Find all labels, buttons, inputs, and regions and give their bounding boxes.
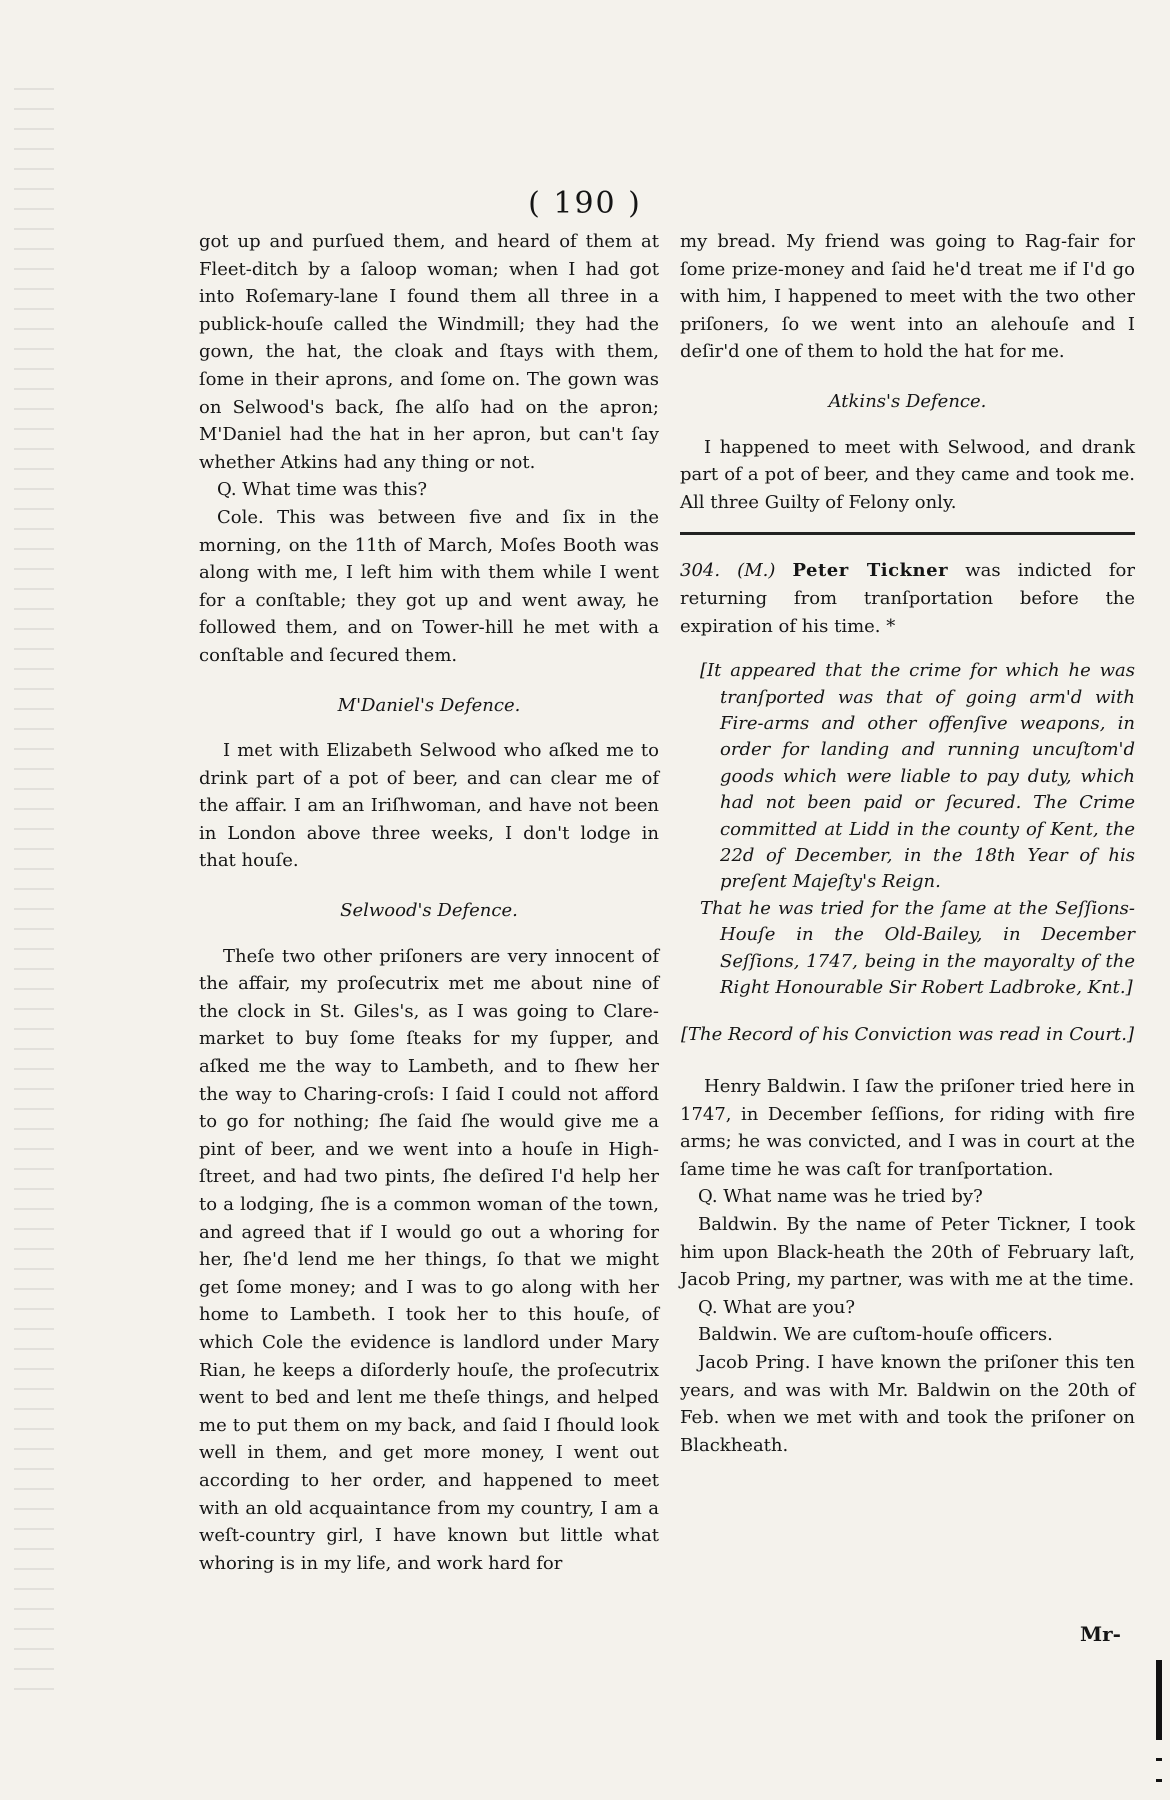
question-line: Q. What are you? — [698, 1296, 856, 1318]
left-column — [199, 228, 659, 1577]
paragraph: Jacob Pring. I have known the priſoner this ten years, and was with Mr. Baldwin on the 20th of Feb. when we met with and took the priſoner on Blackheath. — [680, 1351, 1135, 1456]
paragraph: Theſe two other priſoners are very innocent of the affair, my proſecutrix met me about nine of the clock in St. Giles's, as I was going to Clare-market to buy ſome ſteaks for my ſupper, and aſked me the way to Lambeth, and to ſhew her the way to Charing-croſs: I ſaid I could not afford to go for nothing; ſhe ſaid ſhe would give me a pint of beer, and we went into a houſe in High-ſtreet, and had two pints, ſhe deſired I'd help her to a lodging, ſhe is a common woman of the town, and agreed that if I would go out a whoring for her, ſhe'd lend me her things, ſo that we might get ſome money; and I was to go along with her home to Lambeth. I took her to this houſe, of which Cole the evidence is landlord under Mary Rian, he keeps a diſorderly houſe, the proſecutrix went to bed and lent me theſe things, and helped me to put them on my back, and ſaid I ſhould look well in them, and get more money, I went out according to her order, and happened to meet with an old acquaintance from my country, I am a weſt-country girl, I have known but little what whoring is in my life, and work hard for — [199, 945, 659, 1574]
record-note: [The Record of his Conviction was read in Court.] — [680, 1024, 1135, 1046]
scan-margin-noise — [14, 70, 54, 1690]
section-divider — [680, 532, 1135, 535]
paragraph: Henry Baldwin. I ſaw the priſoner tried here in 1747, in December ſeſſions, for riding with fire arms; he was convicted, and I was in court at the ſame time he was caſt for tranſportation. — [680, 1076, 1135, 1180]
case-number: 304. (M.) — [680, 560, 776, 582]
paragraph: I met with Elizabeth Selwood who aſked me to drink part of a pot of beer, and can clear me of the affair. I am an Iriſhwoman, and have not been in London above three weeks, I don't lodge in that houſe. — [199, 740, 659, 872]
paragraph: my bread. My friend was going to Rag-fair for ſome prize-money and ſaid he'd treat me if I'd go with him, I happened to meet with the two other priſoners, ſo we went into an alehouſe and I deſir'd one of them to hold the hat for me. — [680, 231, 1135, 363]
paragraph: I happened to meet with Selwood, and drank part of a pot of beer, and they came and took me. All three Guilty of Felony only. — [680, 436, 1135, 513]
paragraph: got up and purſued them, and heard of them at Fleet-ditch by a ſaloop woman; when I had got into Roſemary-lane I found them all three in a publick-houſe called the Windmill; they had the gown, the hat, the cloak and ſtays with them, ſome in their aprons, and ſome on. The gown was on Selwood's back, ſhe alſo had on the apron; M'Daniel had the hat in her apron, but can't ſay whether Atkins had any thing or not. — [199, 231, 659, 473]
scan-edge-bars — [1156, 1660, 1162, 1800]
paragraph: Baldwin. By the name of Peter Tickner, I took him upon Black-heath the 20th of February laſt, Jacob Pring, my partner, was with me at the time. — [680, 1213, 1135, 1291]
question-line: Q. What name was he tried by? — [698, 1186, 983, 1208]
case-text: was indicted for returning from tranſportation before the expiration of his time. * — [680, 560, 1135, 637]
note-paragraph: [It appeared that the crime for which he was tranſported was that of going arm'd with Fire-arms and other offenſive weapons, in order for landing and running uncuſtom'd goods which were liable to pay duty, which had not been paid or ſecured. The Crime committed at Lidd in the county of Kent, the 22d of December, in the 18th Year of his preſent Majeſty's Reign. — [700, 660, 1135, 893]
defendant-name: Peter Tickner — [792, 560, 949, 582]
section-heading: M'Daniel's Defence. — [337, 694, 521, 716]
section-heading: Selwood's Defence. — [340, 900, 518, 922]
case-title — [680, 557, 1135, 640]
catchword: Mr- — [1080, 1622, 1121, 1646]
paragraph: Baldwin. We are cuſtom-houſe officers. — [698, 1324, 1053, 1346]
note-paragraph: That he was tried for the ſame at the Seſſions-Houſe in the Old-Bailey, in December Seſſions, 1747, being in the mayoralty of the Right Honourable Sir Robert Ladbroke, Knt.] — [700, 897, 1135, 998]
right-column — [680, 228, 1135, 1459]
section-heading: Atkins's Defence. — [828, 390, 987, 412]
bracketed-note — [694, 658, 1135, 1001]
paragraph: Cole. This was between five and ſix in the morning, on the 11th of March, Moſes Booth was along with me, I left him with them while I went for a conſtable; they got up and went away, he followed them, and on Tower-hill he met with a conſtable and ſecured them. — [199, 506, 659, 666]
page-number: ( 190 ) — [528, 186, 642, 221]
question-line: Q. What time was this? — [217, 479, 428, 501]
